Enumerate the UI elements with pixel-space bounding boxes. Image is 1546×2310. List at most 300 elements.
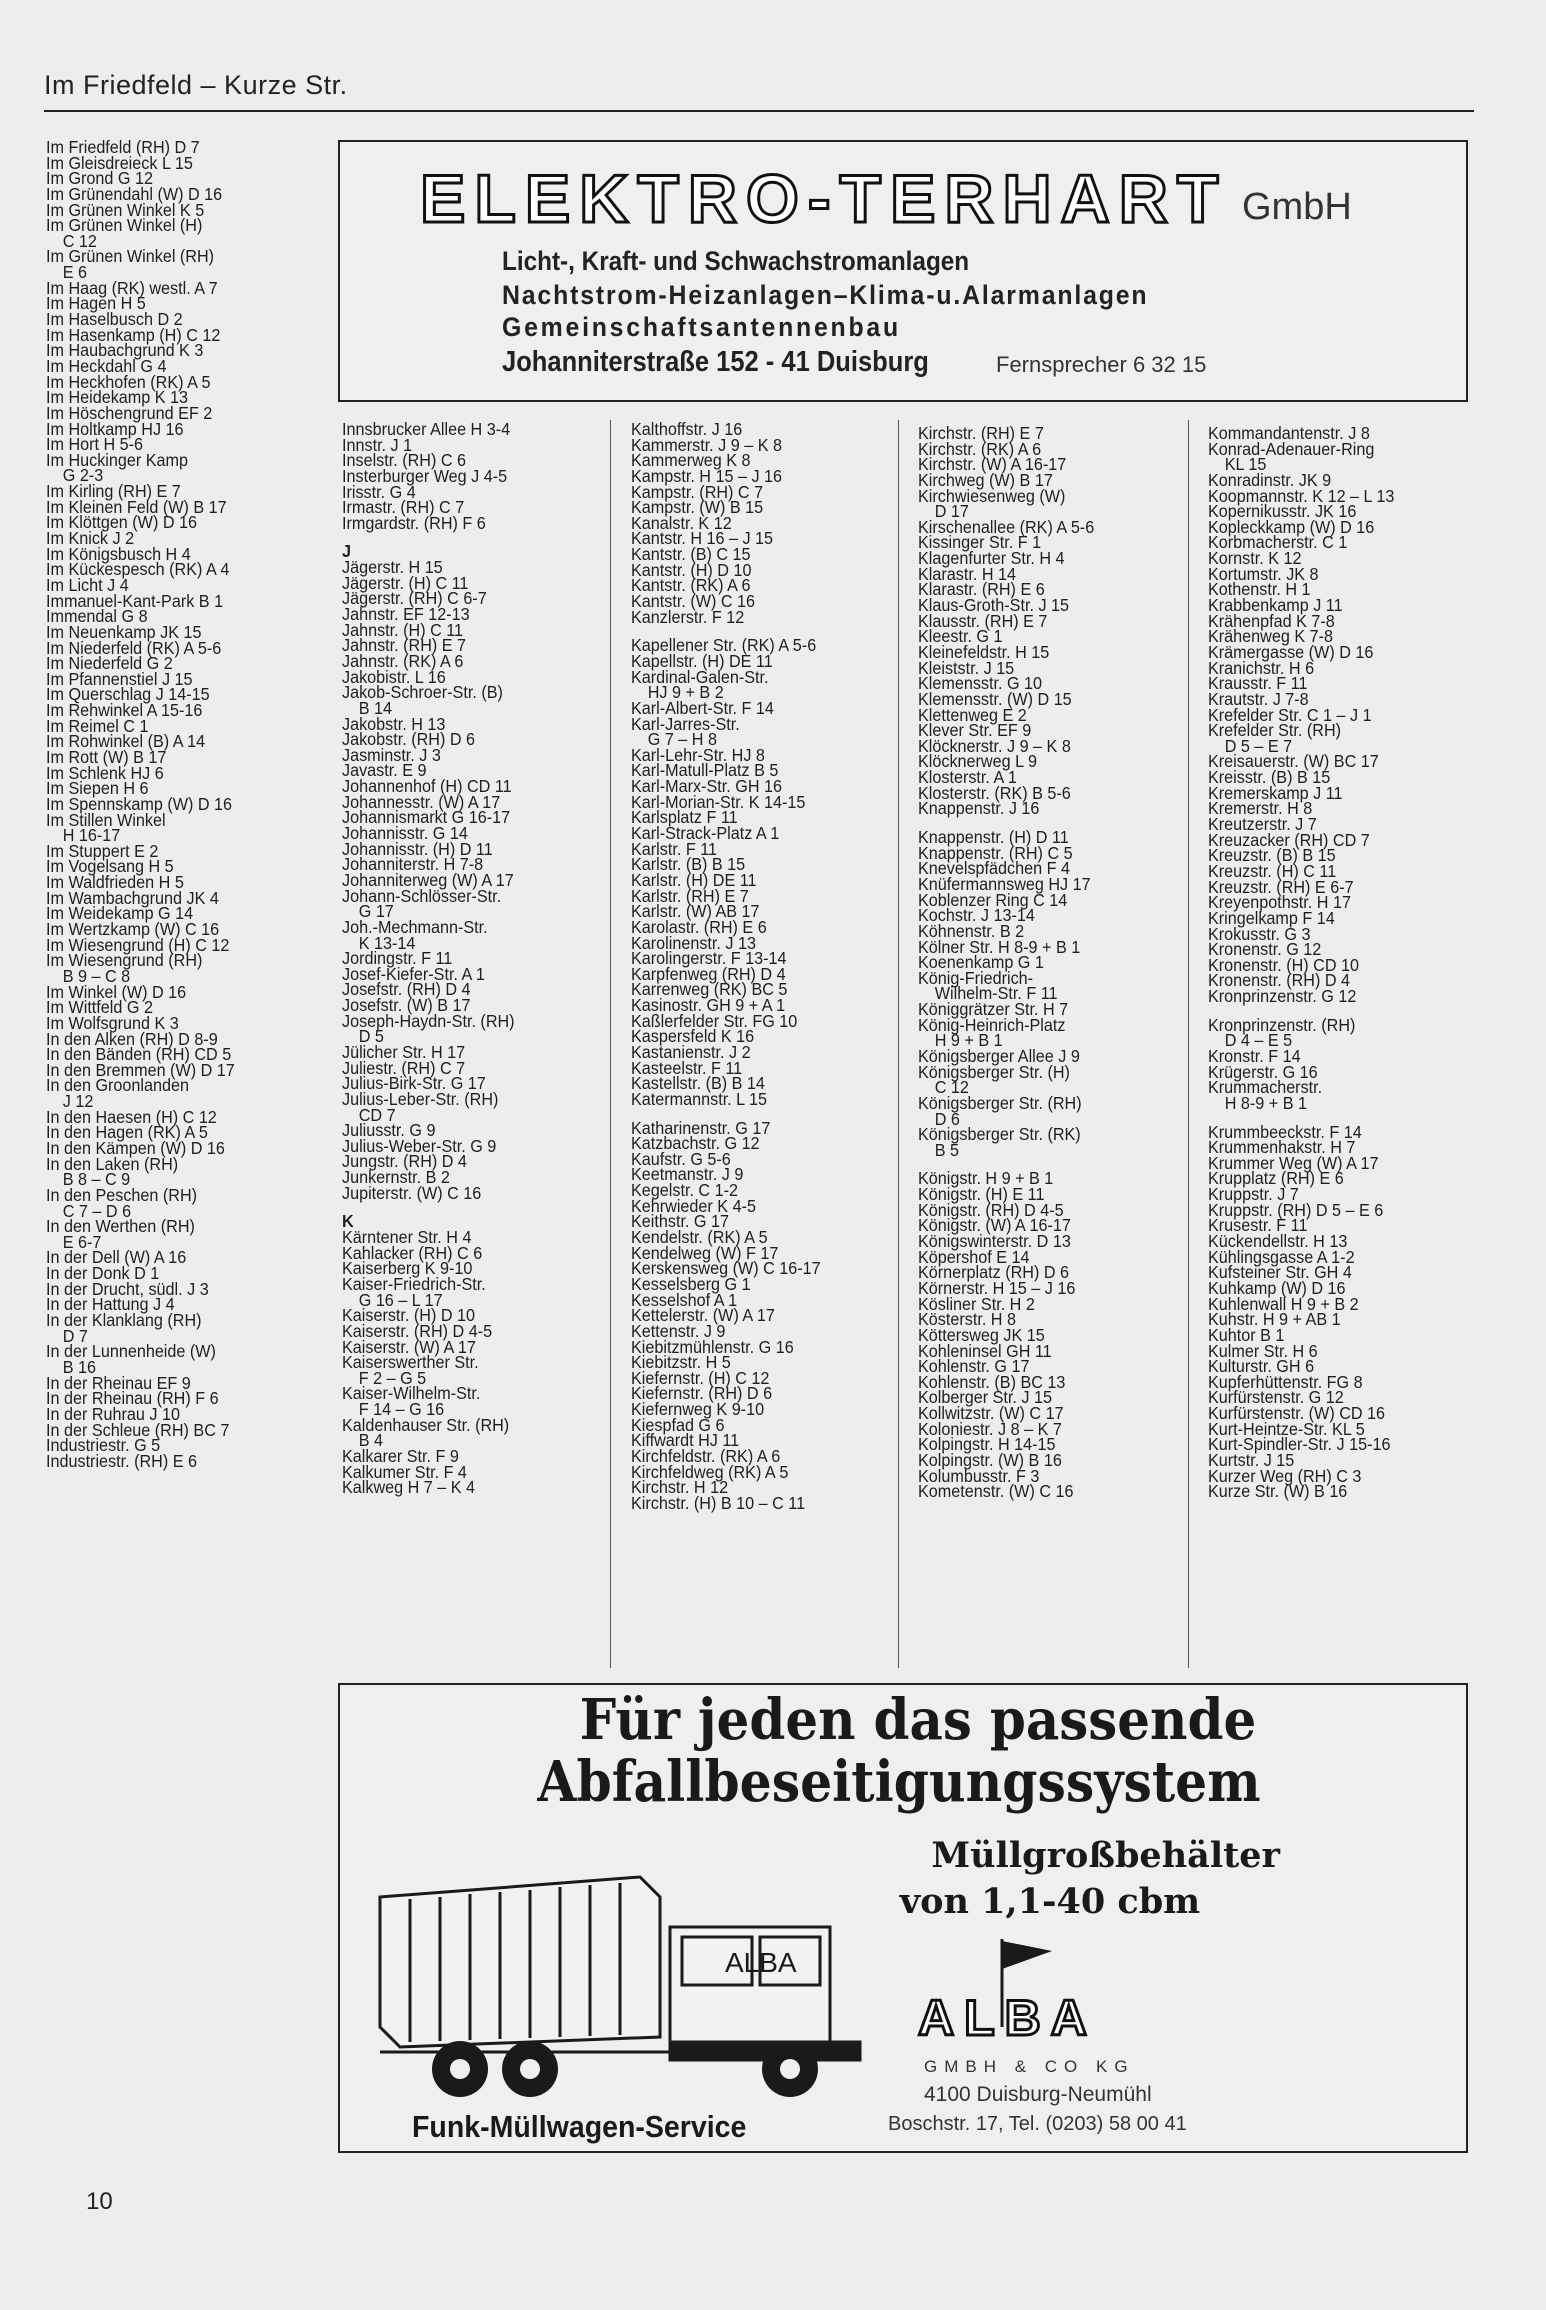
street-entry: Kückendellstr. H 13 <box>1208 1231 1348 1252</box>
street-entry: Kronenstr. G 12 <box>1208 939 1322 960</box>
street-entry: Im Wiesengrund (H) C 12 <box>46 934 230 955</box>
street-entry: Im Heidekamp K 13 <box>46 387 189 408</box>
street-entry: Krähenpfad K 7-8 <box>1208 610 1335 631</box>
street-entry: Knappenstr. J 16 <box>918 798 1040 819</box>
street-entry: Klemensstr. G 10 <box>918 673 1043 694</box>
street-entry: Klettenweg E 2 <box>918 704 1027 725</box>
street-entry: Kommandantenstr. J 8 <box>1208 423 1370 443</box>
street-entry: Krummer Weg (W) A 17 <box>1208 1152 1379 1173</box>
street-entry: Jakobistr. L 16 <box>342 666 446 687</box>
street-entry: Jägerstr. H 15 <box>342 557 443 578</box>
street-entry: Kurze Str. (W) B 16 <box>1208 1481 1348 1502</box>
street-entry: Kasteelstr. F 11 <box>631 1057 743 1078</box>
street-entry: Kaiserstr. (RH) D 4-5 <box>342 1320 493 1341</box>
street-entry: Kranichstr. H 6 <box>1208 657 1315 678</box>
alba-logo: ALBA <box>918 1990 1097 2046</box>
street-entry: Im Neuenkamp JK 15 <box>46 621 202 642</box>
street-entry: Klever Str. EF 9 <box>918 720 1032 741</box>
street-entry: Im Grünen Winkel K 5 <box>46 199 205 220</box>
ad-city: 4100 Duisburg-Neumühl <box>924 2083 1152 2106</box>
street-entry: In den Alken (RH) D 8-9 <box>46 1028 218 1049</box>
street-entry: Kaiserstr. (H) D 10 <box>342 1305 476 1326</box>
street-entry: Kaiserswerther Str. <box>342 1352 479 1373</box>
street-entry: Im Niederfeld (RK) A 5-6 <box>46 637 222 658</box>
spacer <box>342 531 515 544</box>
street-entry: Kampstr. (W) B 15 <box>631 497 764 518</box>
street-entry: Kastanienstr. J 2 <box>631 1041 751 1062</box>
street-entry: Königstr. (H) E 11 <box>918 1184 1045 1205</box>
street-entry: Kiespfad G 6 <box>631 1414 725 1435</box>
street-entry: Jordingstr. F 11 <box>342 948 453 969</box>
street-entry: Kurt-Spindler-Str. J 15-16 <box>1208 1434 1391 1455</box>
street-entry-continued: K 13-14 <box>358 932 416 953</box>
street-entry: Katzbachstr. G 12 <box>631 1133 760 1154</box>
street-entry-continued: F 2 – G 5 <box>358 1367 427 1388</box>
street-entry: Koopmannstr. K 12 – L 13 <box>1208 485 1395 506</box>
street-entry: Krefelder Str. C 1 – J 1 <box>1208 704 1372 725</box>
street-entry: Kantstr. (B) C 15 <box>631 544 751 565</box>
street-entry: Krusestr. F 11 <box>1208 1215 1308 1236</box>
street-entry: Kothenstr. H 1 <box>1208 579 1311 600</box>
street-entry: Kronstr. F 14 <box>1208 1045 1301 1066</box>
street-entry: Julius-Leber-Str. (RH) <box>342 1088 499 1109</box>
street-entry: Kohlenstr. G 17 <box>918 1356 1030 1377</box>
street-entry: Koblenzer Ring C 14 <box>918 889 1068 910</box>
street-entry: Kehrwieder K 4-5 <box>631 1195 756 1216</box>
street-entry: Kerskensweg (W) C 16-17 <box>631 1258 821 1279</box>
street-entry: Krämergasse (W) D 16 <box>1208 641 1374 662</box>
street-entry: Königswinterstr. D 13 <box>918 1231 1071 1252</box>
street-entry: Johannisstr. G 14 <box>342 823 468 844</box>
street-entry: Kollwitzstr. (W) C 17 <box>918 1403 1064 1424</box>
street-entry-continued: H 9 + B 1 <box>934 1030 1003 1051</box>
street-entry: Königstr. H 9 + B 1 <box>918 1168 1054 1189</box>
street-entry: Karl-Albert-Str. F 14 <box>631 697 774 718</box>
street-entry: Konrad-Adenauer-Ring <box>1208 438 1375 459</box>
street-entry: Kronprinzenstr. G 12 <box>1208 986 1357 1007</box>
street-entry: Industriestr. G 5 <box>46 1435 161 1456</box>
street-entry: Julius-Birk-Str. G 17 <box>342 1073 486 1094</box>
street-entry: Karl-Morian-Str. K 14-15 <box>631 791 806 812</box>
street-entry: Johannisstr. (H) D 11 <box>342 838 493 859</box>
street-entry-continued: G 17 <box>358 901 394 922</box>
street-entry: Krokusstr. G 3 <box>1208 923 1311 944</box>
street-entry: Jasminstr. J 3 <box>342 744 441 765</box>
street-entry: Jahnstr. (H) C 11 <box>342 619 464 640</box>
street-entry-continued: Wilhelm-Str. F 11 <box>934 983 1058 1004</box>
street-entry: Kammerstr. J 9 – K 8 <box>631 434 783 455</box>
street-entry: Karlstr. (B) B 15 <box>631 854 746 875</box>
street-entry-continued: H 8-9 + B 1 <box>1224 1092 1308 1113</box>
street-entry-continued: C 12 <box>934 1077 969 1098</box>
street-entry-continued: B 9 – C 8 <box>62 965 131 986</box>
street-entry-continued: H 16-17 <box>62 825 121 846</box>
street-entry: Knappenstr. (H) D 11 <box>918 827 1069 848</box>
street-column-3 <box>631 419 821 1513</box>
street-entry: Kanalstr. K 12 <box>631 512 732 533</box>
ad-line-2: Nachtstrom-Heizanlagen–Klima-u.Alarmanlagen <box>502 280 1149 310</box>
street-entry: Klöcknerstr. J 9 – K 8 <box>918 735 1071 756</box>
street-entry: Karlstr. (H) DE 11 <box>631 869 757 890</box>
street-entry: Johannenhof (H) CD 11 <box>342 776 512 797</box>
street-entry: In den Bremmen (W) D 17 <box>46 1059 235 1080</box>
street-entry: Im Wiesengrund (RH) <box>46 950 203 971</box>
street-entry: Körnerstr. H 15 – J 16 <box>918 1277 1076 1298</box>
street-entry: Königstr. (RH) D 4-5 <box>918 1199 1064 1220</box>
street-entry: Kampstr. (RH) C 7 <box>631 481 764 502</box>
street-entry: Kleestr. G 1 <box>918 626 1003 647</box>
street-entry: Karl-Strack-Platz A 1 <box>631 823 780 844</box>
street-entry: Kaspersfeld K 16 <box>631 1026 755 1047</box>
street-entry: Königsberger Str. (H) <box>918 1061 1070 1082</box>
street-entry: Javastr. E 9 <box>342 760 427 781</box>
street-entry: Karl-Jarres-Str. <box>631 713 740 734</box>
street-entry: Kirchfeldweg (RK) A 5 <box>631 1461 789 1482</box>
street-entry: Joh.-Mechmann-Str. <box>342 916 488 937</box>
street-entry: Korbmacherstr. C 1 <box>1208 532 1348 553</box>
street-entry-continued: CD 7 <box>358 1104 396 1125</box>
street-entry: Klausstr. (RH) E 7 <box>918 610 1048 631</box>
street-entry: Im Pfannenstiel J 15 <box>46 668 193 689</box>
street-entry: Kiefernstr. (H) C 12 <box>631 1367 770 1388</box>
street-entry: Klosterstr. A 1 <box>918 767 1017 788</box>
street-entry: Kastellstr. (B) B 14 <box>631 1073 765 1094</box>
street-entry-continued: J 12 <box>62 1091 94 1112</box>
street-entry: Köpershof E 14 <box>918 1246 1030 1267</box>
street-entry: In den Haesen (H) C 12 <box>46 1106 217 1127</box>
street-entry-continued: B 5 <box>934 1139 960 1160</box>
street-entry: Krummacherstr. <box>1208 1077 1323 1098</box>
street-entry: Kremerskamp J 11 <box>1208 782 1343 803</box>
street-entry: In der Rheinau EF 9 <box>46 1372 191 1393</box>
column-divider <box>898 420 899 1668</box>
street-entry: Julius-Weber-Str. G 9 <box>342 1135 497 1156</box>
street-entry: In den Peschen (RH) <box>46 1184 198 1205</box>
street-entry: Kaiserberg K 9-10 <box>342 1258 473 1279</box>
street-entry: Jakob-Schroer-Str. (B) <box>342 682 503 703</box>
street-entry: In der Dell (W) A 16 <box>46 1247 187 1268</box>
street-entry: Im Haselbusch D 2 <box>46 309 183 330</box>
column-divider <box>1188 420 1189 1668</box>
street-entry: Im Königsbusch H 4 <box>46 543 191 564</box>
street-entry: Kaiserstr. (W) A 17 <box>342 1336 476 1357</box>
street-entry: Im Rehwinkel A 15-16 <box>46 700 203 721</box>
street-entry: Immendal G 8 <box>46 606 148 627</box>
street-entry: Kiebitzstr. H 5 <box>631 1352 731 1373</box>
street-entry: Kupferhüttenstr. FG 8 <box>1208 1371 1363 1392</box>
street-entry: Klaus-Groth-Str. J 15 <box>918 595 1070 616</box>
street-entry: Klöcknerweg L 9 <box>918 751 1037 772</box>
street-entry-continued: D 17 <box>934 501 969 522</box>
street-entry: Jägerstr. (RH) C 6-7 <box>342 588 487 609</box>
street-entry: Kaiser-Wilhelm-Str. <box>342 1383 481 1404</box>
street-entry: Im Stillen Winkel <box>46 809 166 830</box>
street-entry: Kleinefeldstr. H 15 <box>918 641 1050 662</box>
street-entry: Kirchstr. (RH) E 7 <box>918 423 1044 443</box>
street-entry: Im Siepen H 6 <box>46 778 149 799</box>
street-entry: In den Werthen (RH) <box>46 1216 195 1237</box>
street-entry: Kantstr. (W) C 16 <box>631 591 756 612</box>
street-entry-continued: KL 15 <box>1224 454 1267 475</box>
street-entry: Köttersweg JK 15 <box>918 1324 1045 1345</box>
street-entry: Im Wolfsgrund K 3 <box>46 1012 179 1033</box>
street-entry: Im Grünen Winkel (RH) <box>46 246 215 267</box>
street-entry: In der Lunnenheide (W) <box>46 1341 216 1362</box>
street-entry: Josefstr. (RH) D 4 <box>342 979 471 1000</box>
street-entry: Krummenhakstr. H 7 <box>1208 1137 1356 1158</box>
street-entry: Im Hagen H 5 <box>46 293 146 314</box>
street-entry: Kiefernstr. (RH) D 6 <box>631 1383 773 1404</box>
street-entry: Kometenstr. (W) C 16 <box>918 1481 1074 1502</box>
street-entry: Karl-Matull-Platz B 5 <box>631 760 779 781</box>
street-entry: Kapellstr. (H) DE 11 <box>631 650 773 671</box>
street-entry: Kirchstr. (RK) A 6 <box>918 438 1042 459</box>
street-entry: Königsberger Allee J 9 <box>918 1045 1080 1066</box>
street-entry: Kopleckkamp (W) D 16 <box>1208 516 1375 537</box>
street-entry: Kiffwardt HJ 11 <box>631 1430 740 1451</box>
street-entry: Im Weidekamp G 14 <box>46 903 194 924</box>
street-entry: Im Stuppert E 2 <box>46 840 159 861</box>
street-entry: Kuhkamp (W) D 16 <box>1208 1277 1346 1298</box>
street-entry: Kurfürstenstr. (W) CD 16 <box>1208 1403 1386 1424</box>
street-entry: Kirchstr. H 12 <box>631 1477 729 1498</box>
street-entry: Kammerweg K 8 <box>631 450 751 471</box>
street-entry: Kirchweg (W) B 17 <box>918 469 1053 490</box>
street-entry: Im Rott (W) B 17 <box>46 746 167 767</box>
street-entry: Kardinal-Galen-Str. <box>631 666 769 687</box>
section-letter: K <box>342 1211 354 1232</box>
street-entry: König-Heinrich-Platz <box>918 1014 1066 1035</box>
street-entry: Kuhtor B 1 <box>1208 1324 1285 1345</box>
street-entry: Kaldenhauser Str. (RH) <box>342 1414 510 1435</box>
street-entry: Jahnstr. (RK) A 6 <box>342 650 464 671</box>
street-column-5 <box>1208 423 1395 1502</box>
street-entry: Krügerstr. G 16 <box>1208 1061 1318 1082</box>
street-entry: Inselstr. (RH) C 6 <box>342 450 467 471</box>
street-entry: Joseph-Haydn-Str. (RH) <box>342 1010 515 1031</box>
street-entry: Klarastr. (RH) E 6 <box>918 579 1045 600</box>
ad-sub-2: von 1,1-40 cbm <box>899 1881 1201 1922</box>
street-entry: Im Haag (RK) westl. A 7 <box>46 277 218 298</box>
street-entry: Krefelder Str. (RH) <box>1208 720 1342 741</box>
street-entry: Im Grünen Winkel (H) <box>46 215 203 236</box>
street-entry: Josef-Kiefer-Str. A 1 <box>342 963 485 984</box>
street-entry: Kampstr. H 15 – J 16 <box>631 465 783 486</box>
street-entry: Karl-Lehr-Str. HJ 8 <box>631 744 765 765</box>
ad-company-form: GMBH & CO KG <box>924 2057 1135 2076</box>
street-entry: Johanniterstr. H 7-8 <box>342 854 484 875</box>
street-entry: Karlstr. F 11 <box>631 838 717 859</box>
street-entry: Kantstr. (RK) A 6 <box>631 575 751 596</box>
street-entry: Im Friedfeld (RH) D 7 <box>46 137 200 157</box>
street-entry: Im Holtkamp HJ 16 <box>46 418 184 439</box>
street-entry: Kantstr. (H) D 10 <box>631 559 752 580</box>
street-entry: Kreuzstr. (B) B 15 <box>1208 845 1336 866</box>
street-entry: Im Reimel C 1 <box>46 715 149 736</box>
street-entry: Kreuzstr. (RH) E 6-7 <box>1208 876 1354 897</box>
street-entry: Kuhstr. H 9 + AB 1 <box>1208 1309 1341 1330</box>
street-entry-continued: D 6 <box>934 1108 960 1129</box>
ad-brand-suffix: GmbH <box>1242 186 1352 228</box>
street-entry: Krautstr. J 7-8 <box>1208 688 1309 709</box>
street-entry: Im Haubachgrund K 3 <box>46 340 204 361</box>
street-entry: Kirchstr. (H) B 10 – C 11 <box>631 1492 806 1513</box>
ad-phone: Fernsprecher 6 32 15 <box>996 352 1207 377</box>
street-entry: Jägerstr. (H) C 11 <box>342 572 469 593</box>
street-entry: Im Grond G 12 <box>46 168 153 189</box>
garbage-truck-icon <box>370 1837 870 2107</box>
street-entry: Kohleninsel GH 11 <box>918 1340 1052 1361</box>
street-entry: Knüfermannsweg HJ 17 <box>918 873 1091 894</box>
street-entry-continued: F 14 – G 16 <box>358 1399 445 1420</box>
street-entry: Karolastr. (RH) E 6 <box>631 916 767 937</box>
ad-service: Funk-Müllwagen-Service <box>412 2109 747 2144</box>
street-entry: In den Groonlanden <box>46 1075 189 1096</box>
truck-label: ALBA <box>725 1947 797 1978</box>
street-entry: Irisstr. G 4 <box>342 481 416 502</box>
street-entry-continued: E 6 <box>62 262 88 283</box>
street-entry: Im Hort H 5-6 <box>46 434 144 455</box>
page-number: 10 <box>86 2188 113 2215</box>
street-entry: Kantstr. H 16 – J 15 <box>631 528 774 549</box>
street-entry: Kringelkamp F 14 <box>1208 907 1335 928</box>
street-entry: Kettelerstr. (W) A 17 <box>631 1305 775 1326</box>
street-entry: Im Wambachgrund JK 4 <box>46 887 219 908</box>
street-entry: Kreisstr. (B) B 15 <box>1208 767 1331 788</box>
street-entry: Industriestr. (RH) E 6 <box>46 1450 197 1471</box>
street-entry: Juliestr. (RH) C 7 <box>342 1057 466 1078</box>
street-entry: Innsbrucker Allee H 3-4 <box>342 419 511 439</box>
street-column-1 <box>46 137 235 1471</box>
street-entry: Irmastr. (RH) C 7 <box>342 497 465 518</box>
column-divider <box>610 420 611 1668</box>
section-letter: J <box>342 541 351 562</box>
street-entry: Im Heckhofen (RK) A 5 <box>46 371 211 392</box>
street-entry: Immanuel-Kant-Park B 1 <box>46 590 224 611</box>
street-entry: Im Heckdahl G 4 <box>46 355 167 376</box>
street-entry: Karlstr. (W) AB 17 <box>631 901 760 922</box>
street-entry: In der Donk D 1 <box>46 1263 160 1284</box>
ad-address: Johanniterstraße 152 - 41 Duisburg <box>502 346 929 378</box>
street-entry: Jakobstr. (RH) D 6 <box>342 729 476 750</box>
street-entry: Kreuzacker (RH) CD 7 <box>1208 829 1370 850</box>
street-entry: Im Gleisdreieck L 15 <box>46 152 193 173</box>
street-entry: Kendelstr. (RK) A 5 <box>631 1227 768 1248</box>
street-entry: Jupiterstr. (W) C 16 <box>342 1182 482 1203</box>
street-entry: In der Schleue (RH) BC 7 <box>46 1419 230 1440</box>
street-entry: Kronenstr. (RH) D 4 <box>1208 970 1351 991</box>
street-entry: Kreisauerstr. (W) BC 17 <box>1208 751 1379 772</box>
street-entry: Innstr. J 1 <box>342 434 413 455</box>
street-entry-continued: G 2-3 <box>62 465 104 486</box>
street-entry: Im Höschengrund EF 2 <box>46 402 213 423</box>
street-entry: Krabbenkamp J 11 <box>1208 595 1343 616</box>
street-entry: In der Hattung J 4 <box>46 1294 175 1315</box>
street-entry: Johannismarkt G 16-17 <box>342 807 511 828</box>
street-entry: Königgrätzer Str. H 7 <box>918 999 1069 1020</box>
street-entry: Köhnenstr. B 2 <box>918 920 1025 941</box>
street-entry: Jahnstr. (RH) E 7 <box>342 635 467 656</box>
ad-line-1: Licht-, Kraft- und Schwachstromanlagen <box>502 246 970 276</box>
street-entry-continued: B 4 <box>358 1430 384 1451</box>
street-entry: In der Klanklang (RH) <box>46 1310 202 1331</box>
street-entry: Knevelspfädchen F 4 <box>918 858 1070 879</box>
street-entry-continued: G 16 – L 17 <box>358 1289 443 1310</box>
street-entry: Kesselsberg G 1 <box>631 1273 751 1294</box>
advertisement-elektro-terhart <box>338 140 1468 402</box>
street-entry: Kronprinzenstr. (RH) <box>1208 1014 1356 1035</box>
street-entry: König-Friedrich- <box>918 967 1034 988</box>
street-entry: Kruppstr. (RH) D 5 – E 6 <box>1208 1199 1384 1220</box>
street-entry: Im Niederfeld G 2 <box>46 653 173 674</box>
street-entry-continued: B 14 <box>358 697 393 718</box>
street-entry: In den Kämpen (W) D 16 <box>46 1138 225 1158</box>
page-header: Im Friedfeld – Kurze Str. <box>44 70 348 100</box>
street-entry: Kreuzstr. (H) C 11 <box>1208 860 1337 881</box>
street-entry: Kettenstr. J 9 <box>631 1320 726 1341</box>
street-entry: Keetmanstr. J 9 <box>631 1164 744 1185</box>
street-entry: Kirchwiesenweg (W) <box>918 485 1066 506</box>
street-entry: Kendelweg (W) F 17 <box>631 1242 779 1263</box>
street-entry: Kölner Str. H 8-9 + B 1 <box>918 936 1081 957</box>
street-entry: Im Knick J 2 <box>46 528 135 549</box>
ad-sub-1: Müllgroßbehälter <box>931 1835 1280 1876</box>
street-entry: Karpfenweg (RH) D 4 <box>631 963 786 984</box>
street-entry-continued: C 12 <box>62 230 97 251</box>
street-entry: Kurtstr. J 15 <box>1208 1450 1295 1470</box>
street-entry: Kreyenpothstr. H 17 <box>1208 892 1351 913</box>
street-entry: Kolpingstr. H 14-15 <box>918 1434 1056 1455</box>
street-entry: Im Licht J 4 <box>46 574 129 595</box>
advertisement-alba <box>338 1683 1468 2153</box>
street-entry: Im Schlenk HJ 6 <box>46 762 164 783</box>
street-entry: Kalkumer Str. F 4 <box>342 1461 467 1482</box>
street-entry: Kreutzerstr. J 7 <box>1208 814 1317 835</box>
ad-headline-1: Für jeden das passende <box>579 1687 1257 1753</box>
street-entry: Karlstr. (RH) E 7 <box>631 885 749 906</box>
street-entry: Kiebitzmühlenstr. G 16 <box>631 1336 794 1357</box>
street-entry: Karolingerstr. F 13-14 <box>631 948 787 969</box>
street-entry: Kalkarer Str. F 9 <box>342 1446 459 1466</box>
street-entry: Kronenstr. (H) CD 10 <box>1208 954 1360 975</box>
street-entry: Im Querschlag J 14-15 <box>46 684 210 705</box>
street-entry-continued: D 7 <box>62 1325 88 1346</box>
street-entry: Kolumbusstr. F 3 <box>918 1465 1040 1486</box>
street-entry: In der Rheinau (RH) F 6 <box>46 1388 219 1409</box>
street-entry: Kühlingsgasse A 1-2 <box>1208 1246 1355 1267</box>
street-entry: Im Hasenkamp (H) C 12 <box>46 324 221 345</box>
street-entry: Konradinstr. JK 9 <box>1208 469 1332 490</box>
street-entry: In den Bänden (RH) CD 5 <box>46 1044 232 1065</box>
street-entry: Kalkweg H 7 – K 4 <box>342 1477 476 1498</box>
street-entry: Johann-Schlösser-Str. <box>342 885 502 906</box>
street-entry: In den Laken (RH) <box>46 1153 179 1174</box>
street-entry: Jakobstr. H 13 <box>342 713 446 734</box>
street-entry: Jülicher Str. H 17 <box>342 1041 466 1062</box>
ad-brand: ELEKTRO-TERHART <box>420 161 1228 237</box>
street-entry: Kornstr. K 12 <box>1208 548 1302 569</box>
street-entry: Kruppstr. J 7 <box>1208 1184 1299 1205</box>
street-entry: Kirchfeldstr. (RK) A 6 <box>631 1446 781 1466</box>
street-entry: Königsberger Str. (RH) <box>918 1092 1082 1113</box>
street-entry: Im Klöttgen (W) D 16 <box>46 512 197 533</box>
street-entry: Knappenstr. (RH) C 5 <box>918 842 1073 863</box>
spacer <box>342 1201 515 1214</box>
street-entry: Kegelstr. C 1-2 <box>631 1180 738 1201</box>
street-entry: Klagenfurter Str. H 4 <box>918 548 1065 569</box>
street-entry: Junkernstr. B 2 <box>342 1167 450 1188</box>
street-entry: Karl-Marx-Str. GH 16 <box>631 776 782 797</box>
